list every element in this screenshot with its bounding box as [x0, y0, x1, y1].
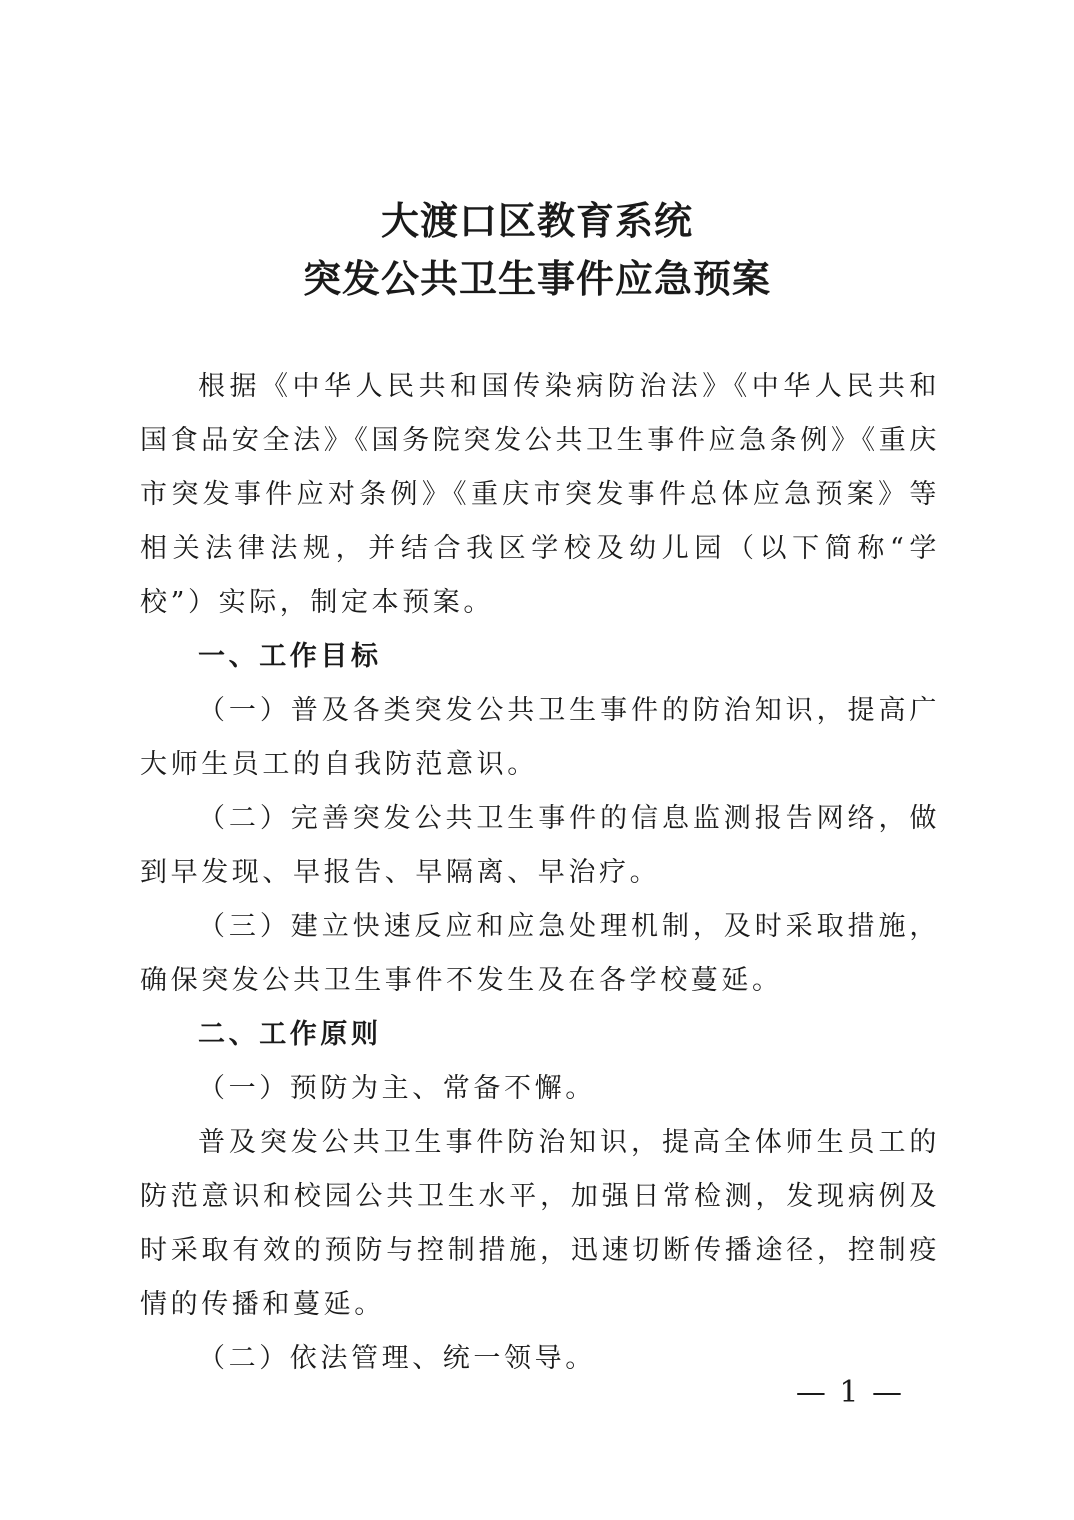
document-title-line1: 大渡口区教育系统: [380, 198, 693, 243]
section1-heading: 一、工作目标: [198, 641, 382, 672]
section1-item3: （三）建立快速反应和应急处理机制，及时采取措施，确保突发公共卫生事件不发生及在各学校蔓延。: [140, 911, 940, 996]
page-number: — 1 —: [795, 1375, 904, 1410]
section1-item2: （二）完善突发公共卫生事件的信息监测报告网络，做到早发现、早报告、早隔离、早治疗。: [140, 803, 940, 888]
section2-item1: （一）预防为主、常备不懈。: [198, 1073, 596, 1104]
section2-heading: 二、工作原则: [198, 1019, 382, 1050]
document-body: [140, 360, 940, 1386]
section1-item1: （一）普及各类突发公共卫生事件的防治知识，提高广大师生员工的自我防范意识。: [140, 695, 940, 780]
intro-paragraph: 根据《中华人民共和国传染病防治法》《中华人民共和国食品安全法》《国务院突发公共卫生事件应急条例》《重庆市突发事件应对条例》《重庆市突发事件总体应急预案》等相关法律法规，并结合我区学校及幼儿园（以下简称“学校”）实际，制定本预案。: [140, 371, 940, 618]
section2-item1-text: 普及突发公共卫生事件防治知识，提高全体师生员工的防范意识和校园公共卫生水平，加强日常检测，发现病例及时采取有效的预防与控制措施，迅速切断传播途径，控制疫情的传播和蔓延。: [140, 1127, 940, 1320]
document-title-line2: 突发公共卫生事件应急预案: [302, 256, 771, 301]
section2-item2: （二）依法管理、统一领导。: [198, 1343, 596, 1374]
